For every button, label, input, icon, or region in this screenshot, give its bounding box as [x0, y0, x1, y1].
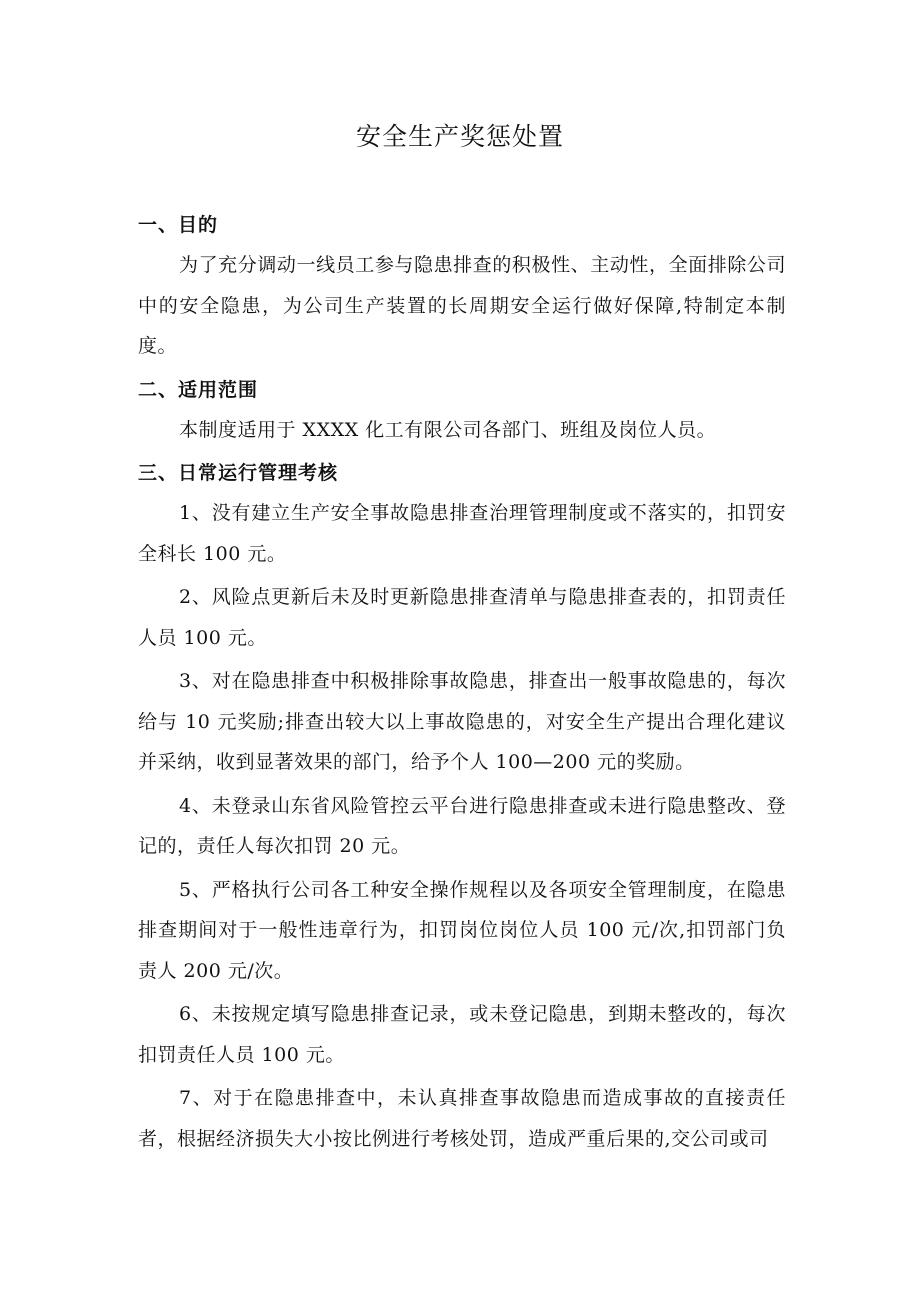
section-heading: 三、日常运行管理考核 [138, 462, 339, 484]
list-item: 5、严格执行公司各工种安全操作规程以及各项安全管理制度，在隐患排查期间对于一般性违章行为，扣罚岗位岗位人员 100 元/次,扣罚部门负责人 200 元/次。 [138, 878, 786, 982]
document-title: 安全生产奖惩处置 [355, 122, 564, 151]
document-body [138, 206, 786, 1159]
list-item: 6、未按规定填写隐患排查记录，或未登记隐患，到期未整改的，每次扣罚责任人员 100 元。 [138, 1003, 786, 1066]
list-item: 7、对于在隐患排查中，未认真排查事故隐患而造成事故的直接责任者，根据经济损失大小按比例进行考核处罚，造成严重后果的,交公司或司 [138, 1087, 786, 1150]
paragraph: 为了充分调动一线员工参与隐患排查的积极性、主动性，全面排除公司中的安全隐患，为公司生产装置的长周期安全运行做好保障,特制定本制度。 [138, 254, 786, 357]
list-item: 2、风险点更新后未及时更新隐患排查清单与隐患排查表的，扣罚责任人员 100 元。 [138, 586, 786, 649]
section-heading: 二、适用范围 [138, 378, 259, 401]
section-scope [138, 371, 786, 451]
paragraph: 本制度适用于 XXXX 化工有限公司各部门、班组及岗位人员。 [179, 418, 717, 441]
list-item: 3、对在隐患排查中积极排除事故隐患，排查出一般事故隐患的，每次给与 10 元奖励;排查出较大以上事故隐患的，对安全生产提出合理化建议并采纳，收到显著效果的部门，给予个人 100—200 元的奖励。 [138, 670, 786, 773]
list-item: 4、未登录山东省风险管控云平台进行隐患排查或未进行隐患整改、登记的，责任人每次扣罚 20 元。 [138, 794, 786, 857]
section-heading: 一、目的 [138, 214, 219, 236]
section-purpose [138, 206, 786, 367]
section-daily-management [138, 454, 786, 1159]
list-item: 1、没有建立生产安全事故隐患排查治理管理制度或不落实的，扣罚安全科长 100 元。 [138, 502, 786, 565]
